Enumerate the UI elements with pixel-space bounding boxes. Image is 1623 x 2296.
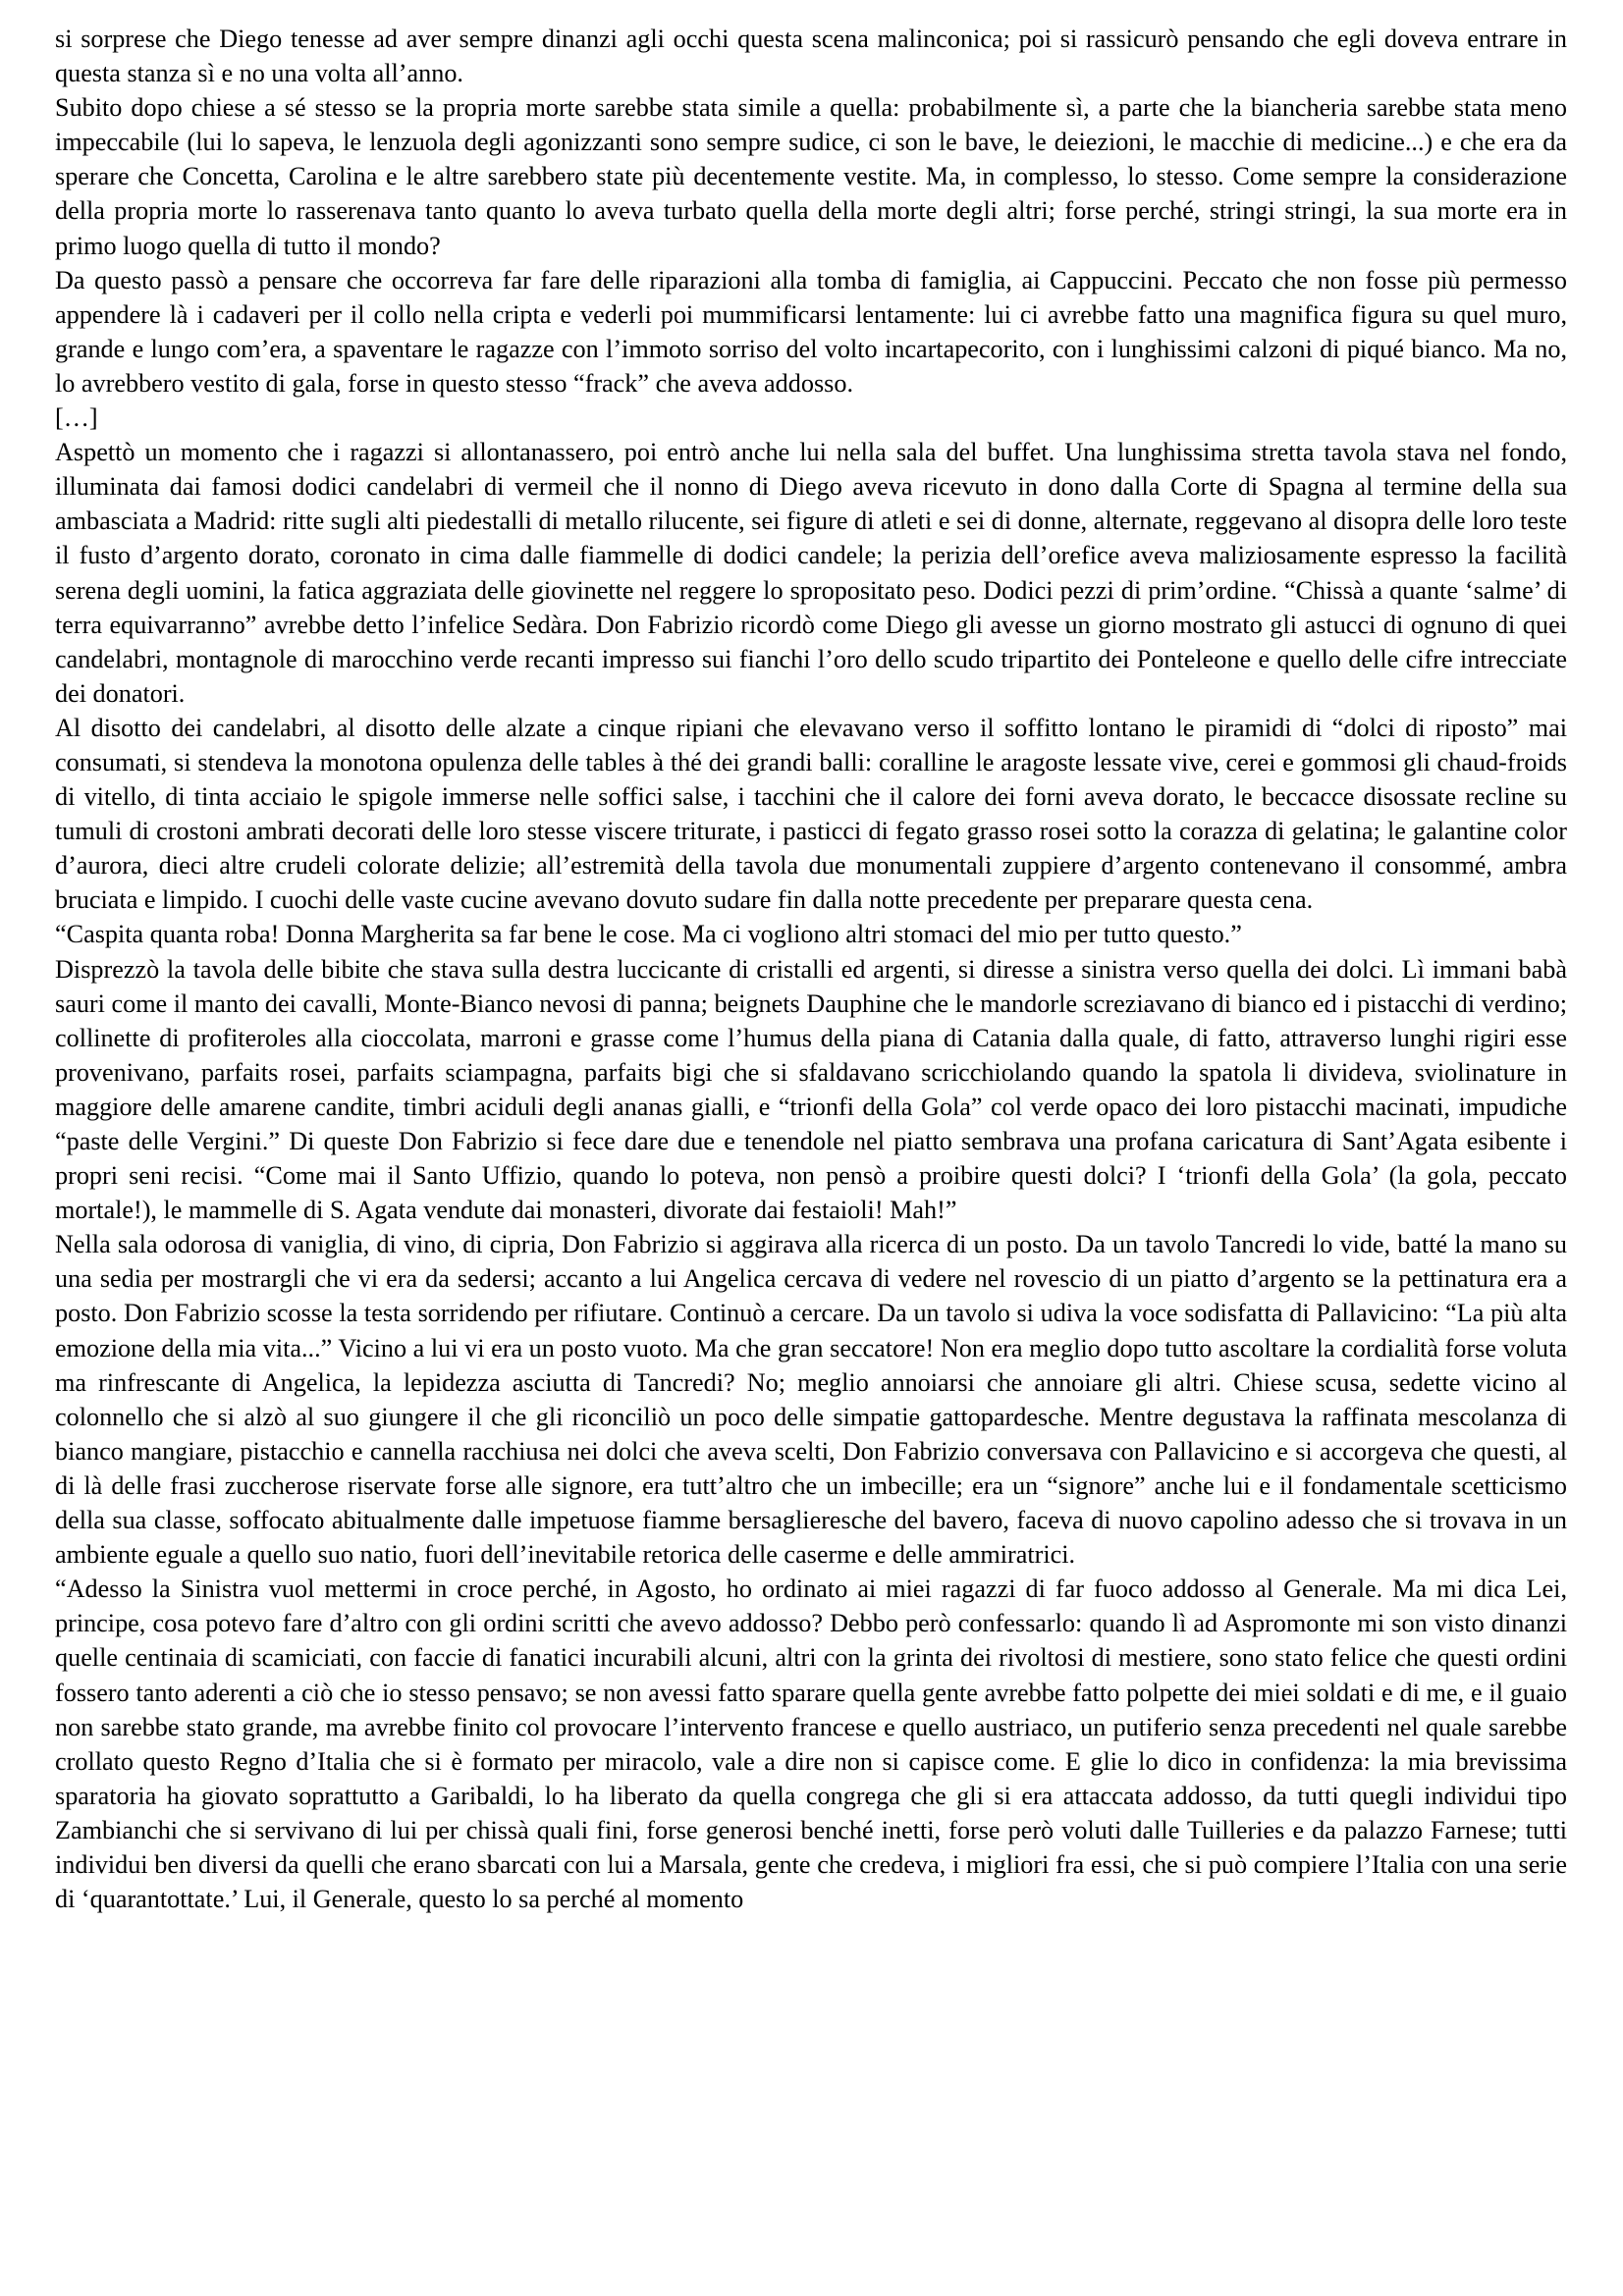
- paragraph-9: “Adesso la Sinistra vuol mettermi in croce perché, in Agosto, ho ordinato ai miei ragazzi di far fuoco addosso al Generale. Ma mi dica Lei, principe, cosa potevo fare d’altro con gli ordini scritti che avevo addosso? Debbo però confessarlo: quando lì ad Aspromonte mi son visto dinanzi quelle centinaia di scamiciati, con faccie di fanatici incurabili alcuni, altri con la grinta dei rivoltosi di mestiere, sono stato felice che questi ordini fossero tanto aderenti a ciò che io stesso pensavo; se non avessi fatto sparare quella gente avrebbe fatto polpette dei miei soldati e di me, e il guaio non sarebbe stato grande, ma avrebbe finito col provocare l’intervento francese e quello austriaco, un putiferio senza precedenti nel quale sarebbe crollato questo Regno d’Italia che si è formato per miracolo, vale a dire non si capisce come. E glie lo dico in confidenza: la mia brevissima sparatoria ha giovato soprattutto a Garibaldi, lo ha liberato da quella congrega che gli si era attaccata addosso, da tutti quegli individui tipo Zambianchi che si servivano di lui per chissà quali fini, forse generosi benché inetti, forse però voluti dalle Tuilleries e da palazzo Farnese; tutti individui ben diversi da quelli che erano sbarcati con lui a Marsala, gente che credeva, i migliori fra essi, che si può compiere l’Italia con una serie di ‘quarantottate.’ Lui, il Generale, questo lo sa perché al momento: [55, 1575, 1567, 1914]
- paragraph-8: Nella sala odorosa di vaniglia, di vino, di cipria, Don Fabrizio si aggirava alla ricerca di un posto. Da un tavolo Tancredi lo vide, batté la mano su una sedia per mostrargli che vi era da sedersi; accanto a lui Angelica cercava di vedere nel rovescio di un piatto d’argento se la pettinatura era a posto. Don Fabrizio scosse la testa sorridendo per rifiutare. Continuò a cercare. Da un tavolo si udiva la voce sodisfatta di Pallavicino: “La più alta emozione della mia vita...” Vicino a lui vi era un posto vuoto. Ma che gran seccatore! Non era meglio dopo tutto ascoltare la cordialità forse voluta ma rinfrescante di Angelica, la lepidezza asciutta di Tancredi? No; meglio annoiarsi che annoiare gli altri. Chiese scusa, sedette vicino al colonnello che si alzò al suo giungere il che gli riconciliò un poco delle simpatie gattopardesche. Mentre degustava la raffinata mescolanza di bianco mangiare, pistacchio e cannella racchiusa nei dolci che aveva scelti, Don Fabrizio conversava con Pallavicino e si accorgeva che questi, al di là delle frasi zuccherose riservate forse alle signore, era tutt’altro che un imbecille; era un “signore” anche lui e il fondamentale scetticismo della sua classe, soffocato abitualmente dalle impetuose fiamme bersaglieresche del bavero, faceva di nuovo capolino adesso che si trovava in un ambiente eguale a quello suo natio, fuori dell’inevitabile retorica delle caserme e delle ammiratrici.: [55, 1230, 1567, 1570]
- paragraph-6: “Caspita quanta roba! Donna Margherita sa far bene le cose. Ma ci vogliono altri stomaci del mio per tutto questo.”: [55, 920, 1242, 949]
- document-page: [55, 22, 1567, 1916]
- paragraph-2: Subito dopo chiese a sé stesso se la propria morte sarebbe stata simile a quella: probabilmente sì, a parte che la biancheria sarebbe stata meno impeccabile (lui lo sapeva, le lenzuola degli agonizzanti sono sempre sudice, ci son le bave, le deiezioni, le macchie di medicine...) e che era da sperare che Concetta, Carolina e le altre sarebbero state più decentemente vestite. Ma, in complesso, lo stesso. Come sempre la considerazione della propria morte lo rasserenava tanto quanto lo aveva turbato quella della morte degli altri; forse perché, stringi stringi, la sua morte era in primo luogo quella di tutto il mondo?: [55, 93, 1567, 260]
- paragraph-5: Al disotto dei candelabri, al disotto delle alzate a cinque ripiani che elevavano verso il soffitto lontano le piramidi di “dolci di riposto” mai consumati, si stendeva la monotona opulenza delle tables à thé dei grandi balli: coralline le aragoste lessate vive, cerei e gommosi gli chaud-froids di vitello, di tinta acciaio le spigole immerse nelle soffici salse, i tacchini che il calore dei forni aveva dorato, le beccacce disossate recline su tumuli di crostoni ambrati decorati delle loro stesse viscere triturate, i pasticci di fegato grasso rosei sotto la corazza di gelatina; le galantine color d’aurora, dieci altre crudeli colorate delizie; all’estremità della tavola due monumentali zuppiere d’argento contenevano il consommé, ambra bruciata e limpido. I cuochi delle vaste cucine avevano dovuto sudare fin dalla notte precedente per preparare questa cena.: [55, 713, 1567, 915]
- paragraph-4: Aspettò un momento che i ragazzi si allontanassero, poi entrò anche lui nella sala del buffet. Una lunghissima stretta tavola stava nel fondo, illuminata dai famosi dodici candelabri di vermeil che il nonno di Diego aveva ricevuto in dono dalla Corte di Spagna al termine della sua ambasciata a Madrid: ritte sugli alti piedestalli di metallo rilucente, sei figure di atleti e sei di donne, alternate, reggevano al disopra delle loro teste il fusto d’argento dorato, coronato in cima dalle fiammelle di dodici candele; la perizia dell’orefice aveva maliziosamente espresso la facilità serena degli uomini, la fatica aggraziata delle giovinette nel reggere lo spropositato peso. Dodici pezzi di prim’ordine. “Chissà a quante ‘salme’ di terra equivarranno” avrebbe detto l’infelice Sedàra. Don Fabrizio ricordò come Diego gli avesse un giorno mostrato gli astucci di ognuno di quei candelabri, montagnole di marocchino verde recanti impresso sui fianchi l’oro dello scudo tripartito dei Ponteleone e quello delle cifre intrecciate dei donatori.: [55, 438, 1567, 708]
- ellipsis-marker: […]: [55, 403, 98, 433]
- paragraph-7: Disprezzò la tavola delle bibite che stava sulla destra luccicante di cristalli ed argenti, si diresse a sinistra verso quella dei dolci. Lì immani babà sauri come il manto dei cavalli, Monte-Bianco nevosi di panna; beignets Dauphine che le mandorle screziavano di bianco ed i pistacchi di verdino; collinette di profiteroles alla cioccolata, marroni e grasse come l’humus della piana di Catania dalla quale, di fatto, attraverso lunghi rigiri esse provenivano, parfaits rosei, parfaits sciampagna, parfaits bigi che si sfaldavano scricchiolando quando la spatola li divideva, sviolinature in maggiore delle amarene candite, timbri aciduli degli ananas gialli, e “trionfi della Gola” col verde opaco dei loro pistacchi macinati, impudiche “paste delle Vergini.” Di queste Don Fabrizio si fece dare due e tenendole nel piatto sembrava una profana caricatura di Sant’Agata esibente i propri seni recisi. “Come mai il Santo Uffizio, quando lo poteva, non pensò a proibire questi dolci? I ‘trionfi della Gola’ (la gola, peccato mortale!), le mammelle di S. Agata vendute dai monasteri, divorate dai festaioli! Mah!”: [55, 954, 1567, 1225]
- paragraph-1: si sorprese che Diego tenesse ad aver sempre dinanzi agli occhi questa scena malinconica; poi si rassicurò pensando che egli doveva entrare in questa stanza sì e no una volta all’anno.: [55, 25, 1567, 88]
- paragraph-3: Da questo passò a pensare che occorreva far fare delle riparazioni alla tomba di famiglia, ai Cappuccini. Peccato che non fosse più permesso appendere là i cadaveri per il collo nella cripta e vederli poi mummificarsi lentamente: lui ci avrebbe fatto una magnifica figura su quel muro, grande e lungo com’era, a spaventare le ragazze con l’immoto sorriso del volto incartapecorito, con i lunghissimi calzoni di piqué bianco. Ma no, lo avrebbero vestito di gala, forse in questo stesso “frack” che aveva addosso.: [55, 265, 1567, 398]
